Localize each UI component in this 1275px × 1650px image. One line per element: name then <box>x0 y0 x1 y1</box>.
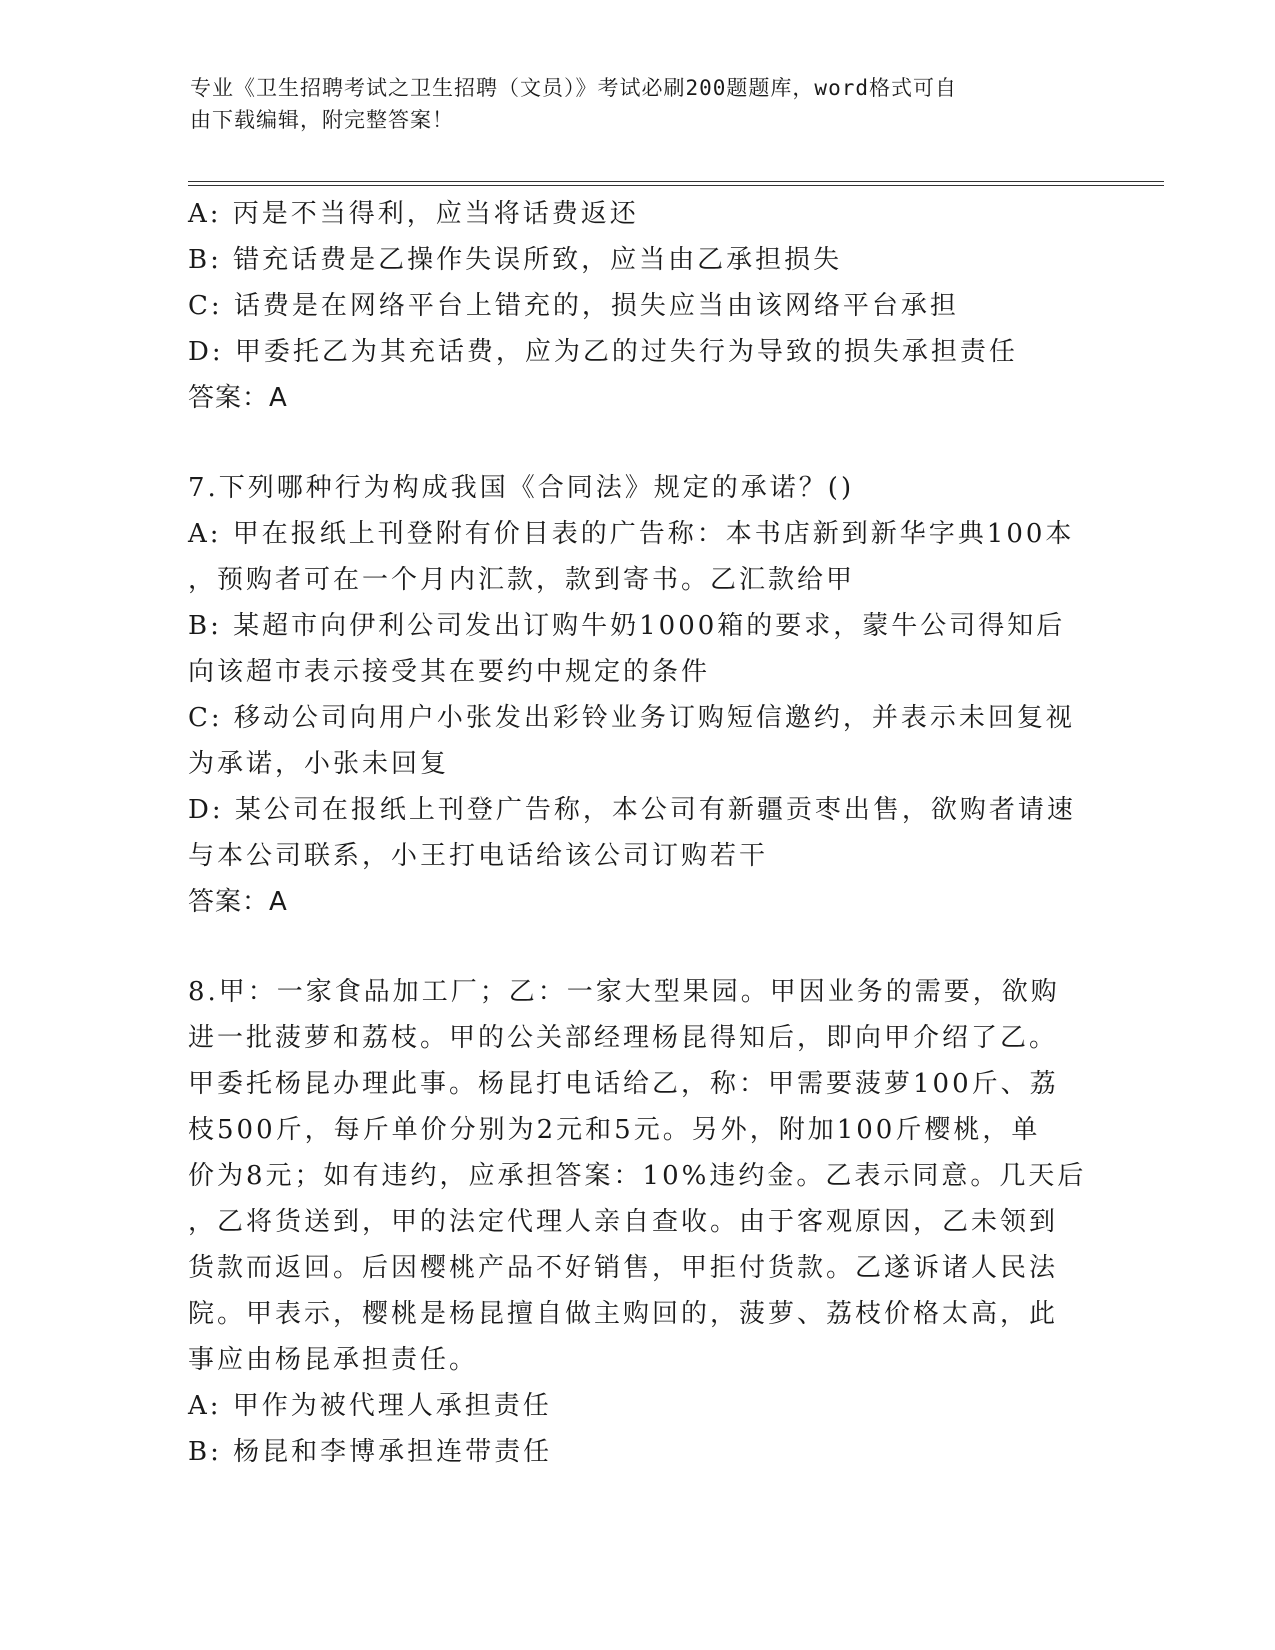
q7-option-d-line-2: 与本公司联系，小王打电话给该公司订购若干 <box>188 841 769 871</box>
q8-option-a: A: 甲作为被代理人承担责任 <box>188 1391 552 1421</box>
q8-stem-line: 枝500斤，每斤单价分别为2元和5元。另外，附加100斤樱桃，单 <box>188 1115 1041 1145</box>
q8-stem-line: 价为8元；如有违约，应承担答案：10%违约金。乙表示同意。几天后 <box>188 1161 1087 1191</box>
q7-option-b-line-1: B: 某超市向伊利公司发出订购牛奶1000箱的要求，蒙牛公司得知后 <box>188 611 1066 641</box>
q8-stem-line: 事应由杨昆承担责任。 <box>188 1345 479 1375</box>
q8-stem-line: ，乙将货送到，甲的法定代理人亲自查收。由于客观原因，乙未领到 <box>188 1207 1059 1237</box>
header-divider-top <box>188 181 1164 182</box>
q8-stem-line: 院。甲表示，樱桃是杨昆擅自做主购回的，菠萝、荔枝价格太高，此 <box>188 1299 1059 1329</box>
q6-answer: 答案：A <box>188 383 288 413</box>
question-6-block <box>188 191 1088 421</box>
q8-stem-line: 货款而返回。后因樱桃产品不好销售，甲拒付货款。乙遂诉诸人民法 <box>188 1253 1059 1283</box>
document-header <box>190 72 1070 136</box>
spacer <box>188 925 1088 969</box>
q6-option-b: B: 错充话费是乙操作失误所致，应当由乙承担损失 <box>188 245 843 275</box>
q8-stem-line: 8.甲：一家食品加工厂；乙：一家大型果园。甲因业务的需要，欲购 <box>188 977 1060 1007</box>
q8-stem-line: 进一批菠萝和荔枝。甲的公关部经理杨昆得知后，即向甲介绍了乙。 <box>188 1023 1059 1053</box>
q7-option-a-line-2: ，预购者可在一个月内汇款，款到寄书。乙汇款给甲 <box>188 565 856 595</box>
q7-question: 7.下列哪种行为构成我国《合同法》规定的承诺？() <box>188 473 855 503</box>
header-line-2: 由下载编辑，附完整答案！ <box>190 108 454 132</box>
q6-option-c: C: 话费是在网络平台上错充的，损失应当由该网络平台承担 <box>188 291 959 321</box>
q6-option-a: A: 丙是不当得利，应当将话费返还 <box>188 199 639 229</box>
spacer <box>188 421 1088 465</box>
document-body <box>188 191 1088 1475</box>
q7-option-c-line-1: C: 移动公司向用户小张发出彩铃业务订购短信邀约，并表示未回复视 <box>188 703 1075 733</box>
q7-answer: 答案：A <box>188 887 288 917</box>
q8-stem-line: 甲委托杨昆办理此事。杨昆打电话给乙，称：甲需要菠萝100斤、荔 <box>188 1069 1059 1099</box>
header-divider-bottom <box>188 185 1164 186</box>
q7-option-c-line-2: 为承诺，小张未回复 <box>188 749 450 779</box>
question-7-block <box>188 465 1088 925</box>
question-8-block <box>188 969 1088 1475</box>
q7-option-d-line-1: D: 某公司在报纸上刊登广告称，本公司有新疆贡枣出售，欲购者请速 <box>188 795 1076 825</box>
q6-option-d: D: 甲委托乙为其充话费，应为乙的过失行为导致的损失承担责任 <box>188 337 1018 367</box>
q8-option-b: B: 杨昆和李博承担连带责任 <box>188 1437 553 1467</box>
q7-option-a-line-1: A: 甲在报纸上刊登附有价目表的广告称：本书店新到新华字典100本 <box>188 519 1075 549</box>
q7-option-b-line-2: 向该超市表示接受其在要约中规定的条件 <box>188 657 711 687</box>
header-line-1: 专业《卫生招聘考试之卫生招聘（文员）》考试必刷200题题库，word格式可自 <box>190 76 957 100</box>
